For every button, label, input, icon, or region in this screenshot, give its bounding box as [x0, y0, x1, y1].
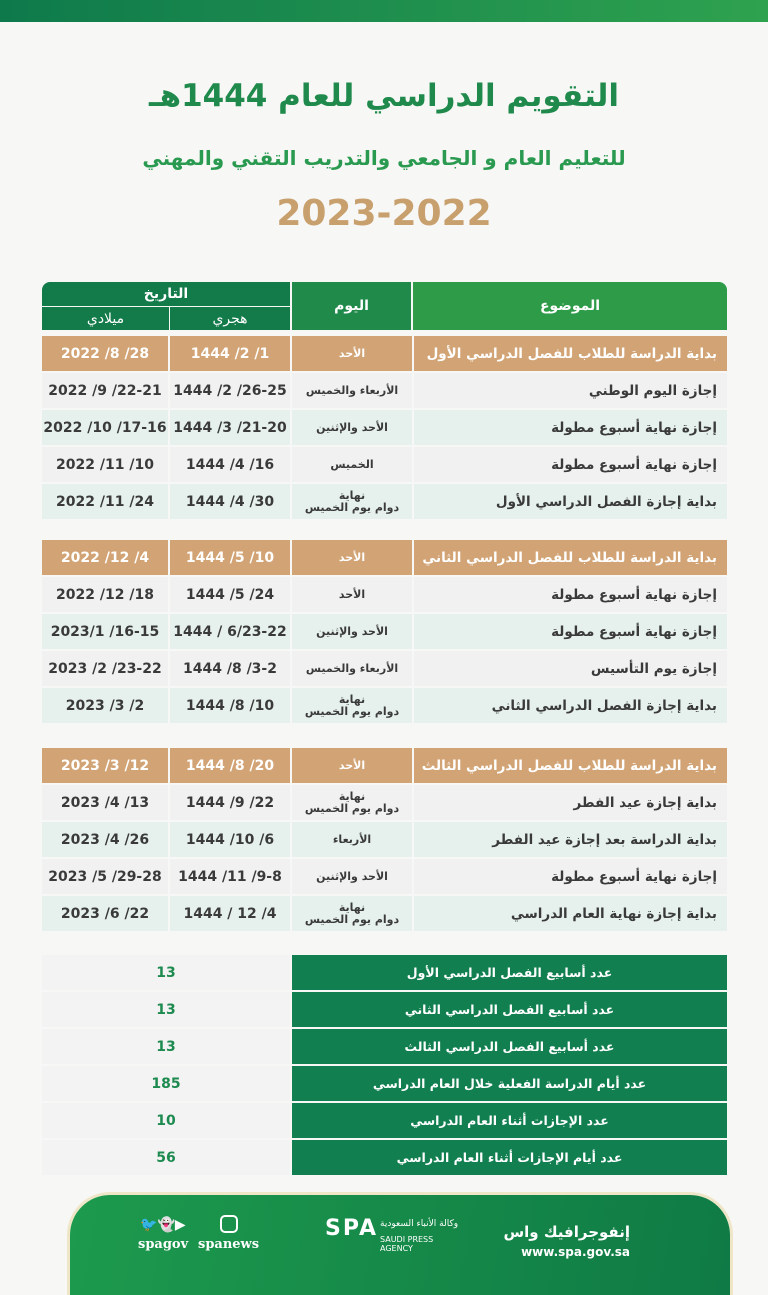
day-line: الأربعاء والخميس: [305, 383, 399, 397]
top-bar: [0, 0, 768, 22]
summary-row: [42, 1066, 727, 1101]
summary-value: 13: [42, 955, 290, 990]
table-row: [42, 785, 727, 820]
cell-topic: إجازة نهاية أسبوع مطولة: [414, 577, 727, 612]
summary-value: 13: [42, 992, 290, 1027]
summary-value: 13: [42, 1029, 290, 1064]
day-line: نهاية: [338, 692, 366, 706]
cell-topic: إجازة نهاية أسبوع مطولة: [414, 410, 727, 445]
summary-value: 185: [42, 1066, 290, 1101]
table-row: [42, 484, 727, 519]
summary-label: عدد أسابيع الفصل الدراسي الثاني: [292, 992, 727, 1027]
cell-day: [292, 748, 412, 783]
logo-english: SAUDI PRESS AGENCY: [380, 1235, 434, 1253]
cell-hijri: 1444 / 6/23-22: [170, 614, 290, 649]
cell-topic: بداية إجازة الفصل الدراسي الأول: [414, 484, 727, 519]
table-row: [42, 859, 727, 894]
table-row: [42, 614, 727, 649]
cell-miladi: 2023 /3 /12: [42, 748, 168, 783]
day-line: نهاية: [338, 900, 366, 914]
cell-topic: إجازة نهاية أسبوع مطولة: [414, 859, 727, 894]
table-row: [42, 651, 727, 686]
summary-label: عدد أيام الإجازات أثناء العام الدراسي: [292, 1140, 727, 1175]
cell-topic: بداية إجازة نهاية العام الدراسي: [414, 896, 727, 931]
cell-hijri: 1444 / 12 /4: [170, 896, 290, 931]
cell-day: [292, 484, 412, 519]
summary-row: [42, 1103, 727, 1138]
summary-label: عدد أسابيع الفصل الدراسي الثالث: [292, 1029, 727, 1064]
cell-miladi: 2023/1 /16-15: [42, 614, 168, 649]
table-row: [42, 896, 727, 931]
day-line: الأربعاء: [332, 832, 372, 846]
logo-arabic: وكالة الأنباء السعودية: [380, 1219, 459, 1229]
cell-topic: بداية الدراسة بعد إجازة عيد الفطر: [414, 822, 727, 857]
summary-value: 56: [42, 1140, 290, 1175]
table-row: [42, 822, 727, 857]
cell-day: [292, 785, 412, 820]
spa-logo: SPA: [325, 1216, 378, 1241]
header-day: اليوم: [292, 282, 411, 330]
table-row: [42, 410, 727, 445]
academic-year: 2023-2022: [276, 193, 492, 234]
day-line: نهاية: [338, 488, 366, 502]
cell-miladi: 2023 /3 /2: [42, 688, 168, 723]
cell-topic: بداية الدراسة للطلاب للفصل الدراسي الأول: [414, 336, 727, 371]
cell-day: [292, 373, 412, 408]
cell-day: [292, 859, 412, 894]
day-line: الأحد والإثنين: [316, 624, 388, 638]
summary-label: عدد أيام الدراسة الفعلية خلال العام الدراسي: [292, 1066, 727, 1101]
cell-topic: إجازة يوم التأسيس: [414, 651, 727, 686]
day-line: الأحد: [338, 550, 366, 564]
cell-hijri: 1444 /8 /3-2: [170, 651, 290, 686]
cell-hijri: 1444 /3 /21-20: [170, 410, 290, 445]
snapchat-icon[interactable]: 👻: [157, 1217, 175, 1233]
cell-miladi: 2023 /4 /26: [42, 822, 168, 857]
day-line: الأربعاء والخميس: [305, 661, 399, 675]
cell-hijri: 1444 /9 /22: [170, 785, 290, 820]
table-row: [42, 577, 727, 612]
table-row: [42, 748, 727, 783]
cell-hijri: 1444 /2 /1: [170, 336, 290, 371]
table-row: [42, 447, 727, 482]
footer: [70, 1195, 730, 1295]
cell-hijri: 1444 /4 /30: [170, 484, 290, 519]
cell-miladi: 2022 /12 /18: [42, 577, 168, 612]
instagram-icon[interactable]: [220, 1215, 238, 1233]
summary-row: [42, 955, 727, 990]
footer-url[interactable]: www.spa.gov.sa: [521, 1245, 630, 1259]
cell-hijri: 1444 /4 /16: [170, 447, 290, 482]
cell-miladi: 2022 /11 /10: [42, 447, 168, 482]
cell-hijri: 1444 /8 /20: [170, 748, 290, 783]
cell-miladi: 2023 /4 /13: [42, 785, 168, 820]
cell-topic: بداية إجازة عيد الفطر: [414, 785, 727, 820]
cell-topic: بداية الدراسة للطلاب للفصل الدراسي الثاني: [414, 540, 727, 575]
cell-miladi: 2022 /10 /17-16: [42, 410, 168, 445]
social-spagov[interactable]: spagov: [138, 1237, 189, 1252]
page-subtitle: للتعليم العام و الجامعي والتدريب التقني والمهني: [142, 146, 626, 170]
page-title: التقويم الدراسي للعام 1444هـ: [148, 78, 620, 114]
cell-miladi: 2022 /11 /24: [42, 484, 168, 519]
table-header: [42, 282, 727, 330]
table-row: [42, 336, 727, 371]
cell-day: [292, 447, 412, 482]
cell-day: [292, 577, 412, 612]
cell-topic: إجازة اليوم الوطني: [414, 373, 727, 408]
cell-day: [292, 336, 412, 371]
cell-miladi: 2023 /5 /29-28: [42, 859, 168, 894]
table-row: [42, 688, 727, 723]
summary-label: عدد الإجازات أثناء العام الدراسي: [292, 1103, 727, 1138]
cell-day: [292, 688, 412, 723]
cell-topic: بداية إجازة الفصل الدراسي الثاني: [414, 688, 727, 723]
cell-hijri: 1444 /2 /26-25: [170, 373, 290, 408]
table-row: [42, 373, 727, 408]
cell-hijri: 1444 /10 /6: [170, 822, 290, 857]
summary-row: [42, 992, 727, 1027]
summary-label: عدد أسابيع الفصل الدراسي الأول: [292, 955, 727, 990]
summary-row: [42, 1140, 727, 1175]
day-line: دوام يوم الخميس: [304, 704, 400, 718]
summary-value: 10: [42, 1103, 290, 1138]
day-line: دوام يوم الخميس: [304, 912, 400, 926]
footer-brand: إنفوجرافيك واس: [503, 1223, 630, 1241]
day-line: الأحد والإثنين: [316, 869, 388, 883]
cell-day: [292, 651, 412, 686]
cell-miladi: 2023 /2 /23-22: [42, 651, 168, 686]
cell-hijri: 1444 /8 /10: [170, 688, 290, 723]
summary-row: [42, 1029, 727, 1064]
cell-topic: إجازة نهاية أسبوع مطولة: [414, 447, 727, 482]
cell-topic: إجازة نهاية أسبوع مطولة: [414, 614, 727, 649]
cell-miladi: 2022 /12 /4: [42, 540, 168, 575]
cell-day: [292, 822, 412, 857]
day-line: الأحد: [338, 758, 366, 772]
day-line: دوام يوم الخميس: [304, 801, 400, 815]
header-hijri: هجري: [170, 307, 290, 330]
twitter-icon[interactable]: 🐦: [140, 1217, 158, 1233]
header-topic: الموضوع: [413, 282, 727, 330]
day-line: دوام يوم الخميس: [304, 500, 400, 514]
header-date: التاريخ: [42, 282, 290, 306]
cell-miladi: 2023 /6 /22: [42, 896, 168, 931]
cell-miladi: 2022 /8 /28: [42, 336, 168, 371]
cell-day: [292, 410, 412, 445]
header-miladi: ميلادي: [42, 307, 169, 330]
cell-hijri: 1444 /5 /24: [170, 577, 290, 612]
cell-hijri: 1444 /11 /9-8: [170, 859, 290, 894]
day-line: نهاية: [338, 789, 366, 803]
day-line: الأحد: [338, 346, 366, 360]
cell-day: [292, 896, 412, 931]
table-row: [42, 540, 727, 575]
cell-day: [292, 540, 412, 575]
day-line: الأحد: [338, 587, 366, 601]
day-line: الخميس: [330, 457, 374, 471]
youtube-icon[interactable]: ▶: [174, 1217, 186, 1233]
cell-hijri: 1444 /5 /10: [170, 540, 290, 575]
social-spanews[interactable]: spanews: [198, 1237, 260, 1252]
cell-day: [292, 614, 412, 649]
cell-topic: بداية الدراسة للطلاب للفصل الدراسي الثالث: [414, 748, 727, 783]
day-line: الأحد والإثنين: [316, 420, 388, 434]
cell-miladi: 2022 /9 /22-21: [42, 373, 168, 408]
